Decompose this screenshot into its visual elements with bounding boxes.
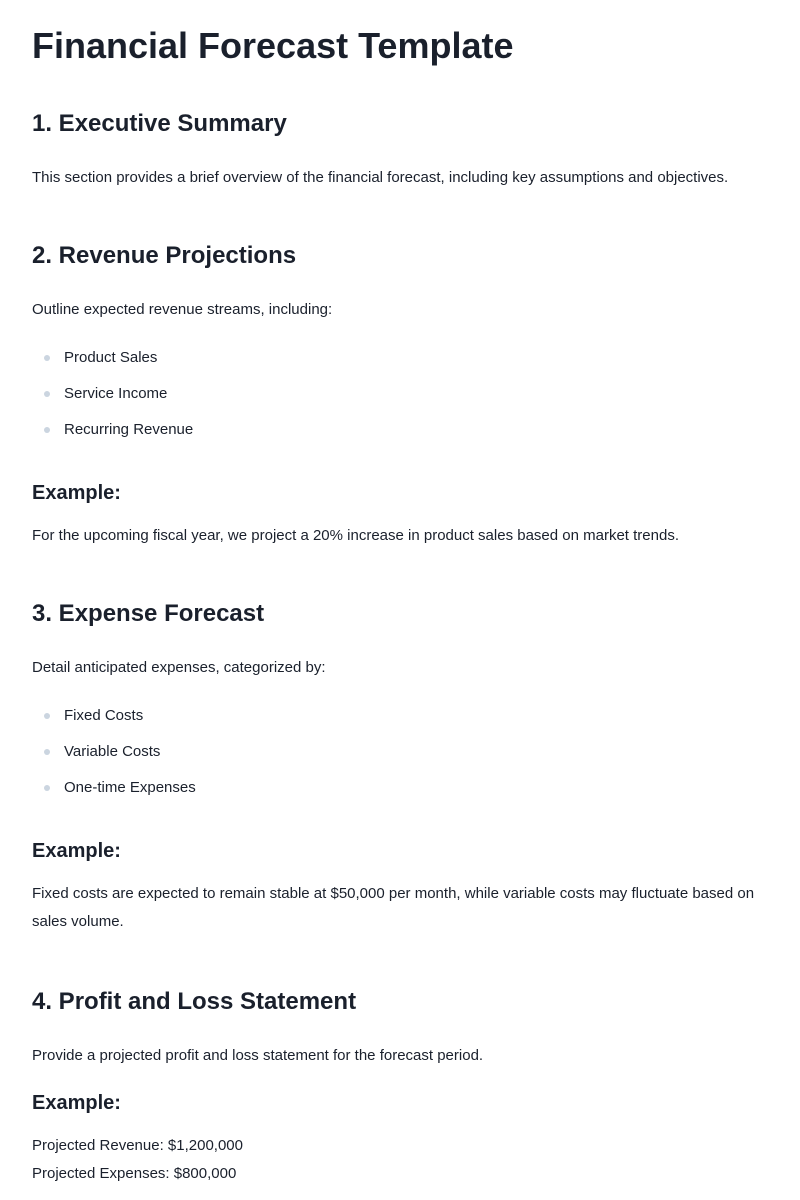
list-item-label: Recurring Revenue xyxy=(64,421,194,438)
list-item-label: Variable Costs xyxy=(64,743,161,760)
section-heading-executive-summary: 1. Executive Summary xyxy=(32,110,287,137)
revenue-example-text: For the upcoming fiscal year, we project a 20% increase in product sales based on market trends. xyxy=(32,527,679,544)
projected-revenue-line: Projected Revenue: $1,200,000 xyxy=(32,1137,243,1154)
bullet-icon xyxy=(44,749,50,755)
expense-example-text: Fixed costs are expected to remain stable at $50,000 per month, while variable costs may fluctuate based on sales volume. xyxy=(32,885,755,930)
executive-summary-text: This section provides a brief overview of the financial forecast, including key assumptions and objectives. xyxy=(32,169,729,186)
section-heading-revenue-projections: 2. Revenue Projections xyxy=(32,242,297,269)
list-item xyxy=(32,380,768,408)
list-item xyxy=(32,416,768,444)
list-item xyxy=(32,774,768,802)
list-item xyxy=(32,344,768,372)
example-heading: Example: xyxy=(32,840,121,862)
expense-categories-list xyxy=(32,702,768,802)
list-item-label: Service Income xyxy=(64,385,168,402)
expense-intro-text: Detail anticipated expenses, categorized by: xyxy=(32,659,326,676)
list-item-label: Product Sales xyxy=(64,349,158,366)
bullet-icon xyxy=(44,713,50,719)
list-item-label: Fixed Costs xyxy=(64,707,144,724)
bullet-icon xyxy=(44,391,50,397)
bullet-icon xyxy=(44,427,50,433)
profit-loss-intro-text: Provide a projected profit and loss statement for the forecast period. xyxy=(32,1047,484,1064)
section-heading-expense-forecast: 3. Expense Forecast xyxy=(32,600,265,627)
bullet-icon xyxy=(44,785,50,791)
revenue-intro-text: Outline expected revenue streams, including: xyxy=(32,301,333,318)
list-item-label: One-time Expenses xyxy=(64,779,196,796)
section-heading-profit-loss: 4. Profit and Loss Statement xyxy=(32,988,357,1015)
revenue-streams-list xyxy=(32,344,768,444)
example-heading: Example: xyxy=(32,482,121,504)
page-title: Financial Forecast Template xyxy=(32,25,514,66)
projected-expenses-line: Projected Expenses: $800,000 xyxy=(32,1165,237,1182)
example-heading: Example: xyxy=(32,1092,121,1114)
bullet-icon xyxy=(44,355,50,361)
list-item xyxy=(32,738,768,766)
list-item xyxy=(32,702,768,730)
